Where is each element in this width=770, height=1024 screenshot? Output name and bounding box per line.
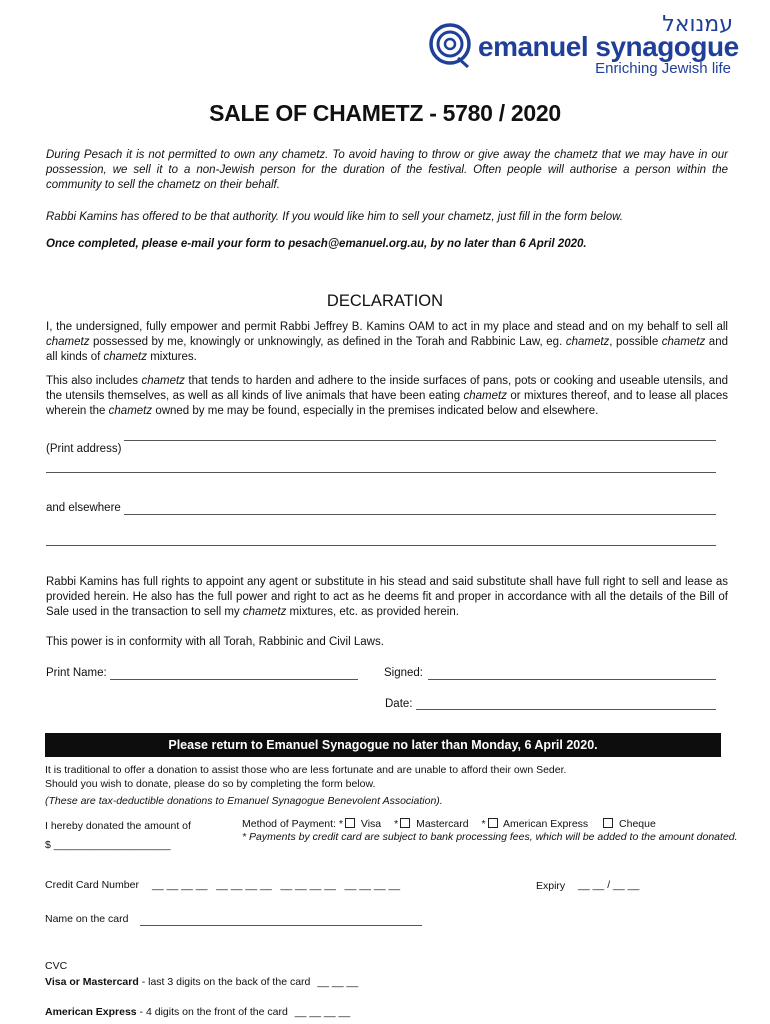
payment-method-label: Method of Payment: — [242, 818, 336, 830]
payment-option-cheque[interactable]: Cheque — [601, 818, 656, 830]
logo — [428, 12, 739, 80]
payment-option-visa[interactable]: * Visa — [338, 818, 382, 830]
cvc-label: CVC — [45, 960, 68, 972]
intro-paragraph: During Pesach it is not permitted to own any chametz. To avoid having to throw or give away the chametz that we may have in our possession, we sell it to a non-Jewish person for the duration of the festival. Often people will authorise a person within the community to sell the chametz on their behalf. — [46, 149, 728, 191]
signature-field[interactable] — [428, 679, 716, 680]
donation-text-1: It is traditional to offer a donation to assist those who are less fortunate and are unable to afford their own Seder. — [45, 764, 567, 776]
page-title: SALE OF CHAMETZ - 5780 / 2020 — [209, 100, 561, 126]
amex-checkbox[interactable] — [488, 818, 498, 828]
payment-option-mastercard[interactable]: * Mastercard — [394, 818, 469, 830]
address-line-1[interactable] — [124, 440, 716, 441]
elsewhere-label: and elsewhere — [46, 502, 121, 514]
cheque-checkbox[interactable] — [603, 818, 613, 828]
expiry-label: Expiry — [536, 880, 566, 892]
credit-card-number-label: Credit Card Number — [45, 879, 139, 891]
elsewhere-line-1[interactable] — [124, 514, 716, 515]
mastercard-checkbox[interactable] — [400, 818, 410, 828]
intro-email-instruction: Once completed, please e-mail your form to pesach@emanuel.org.au, by no later than 6 April 2020. — [46, 238, 587, 250]
name-on-card-label: Name on the card — [45, 913, 129, 925]
credit-card-number-field[interactable]: __ __ __ __ __ __ __ __ __ __ __ __ __ __ __ __ — [152, 879, 401, 891]
print-name-field[interactable] — [110, 679, 358, 680]
donation-text-2: Should you wish to donate, please do so by completing the form below. — [45, 778, 376, 790]
intro-authority-paragraph: Rabbi Kamins has offered to be that authority. If you would like him to sell your chametz, just fill in the form below. — [46, 211, 623, 223]
cvc-amex: American Express - 4 digits on the front of the card __ __ __ __ — [45, 1006, 351, 1018]
date-label: Date: — [385, 698, 413, 710]
return-deadline-banner: Please return to Emanuel Synagogue no later than Monday, 6 April 2020. — [45, 733, 721, 757]
declaration-paragraph-3: Rabbi Kamins has full rights to appoint any agent or substitute in his stead and said substitute shall have full right to sell and lease as provided herein. He also has the full power and right to act as he deems fit and proper in accordance with all the details of the Bill of Sale used in the transaction to sell my chametz mixtures, etc. as provided herein. — [46, 576, 728, 618]
logo-swirl-icon — [428, 22, 476, 70]
name-on-card-field[interactable] — [140, 925, 422, 926]
cvc-visa-mastercard: Visa or Mastercard - last 3 digits on the back of the card __ __ __ — [45, 976, 359, 988]
print-name-label: Print Name: — [46, 667, 107, 679]
declaration-paragraph-1: I, the undersigned, fully empower and permit Rabbi Jeffrey B. Kamins OAM to act in my place and stead and on my behalf to sell all chametz possessed by me, knowingly or unknowingly, as defined in the Torah and Rabbinic Law, eg. chametz, possible chametz and all kinds of chametz mixtures. — [46, 321, 728, 363]
logo-name: emanuel synagogue — [478, 31, 739, 62]
signed-label: Signed: — [384, 667, 424, 679]
payment-option-amex[interactable]: * American Express — [481, 818, 589, 830]
donation-amount-field[interactable]: $ ____________________ — [45, 839, 171, 851]
cvc-visa-mastercard-field[interactable]: __ __ __ — [317, 976, 359, 988]
date-field[interactable] — [416, 709, 716, 710]
visa-checkbox[interactable] — [345, 818, 355, 828]
donation-amount-label: I hereby donated the amount of — [45, 820, 191, 832]
declaration-paragraph-4: This power is in conformity with all Torah, Rabbinic and Civil Laws. — [46, 636, 384, 648]
expiry-field[interactable]: __ __ / __ __ — [578, 879, 640, 891]
print-address-label: (Print address) — [46, 443, 122, 455]
address-line-2[interactable] — [46, 472, 716, 473]
declaration-heading: DECLARATION — [326, 292, 444, 310]
elsewhere-line-2[interactable] — [46, 545, 716, 546]
cvc-amex-field[interactable]: __ __ __ __ — [294, 1006, 351, 1018]
donation-text-3: (These are tax-deductible donations to Emanuel Synagogue Benevolent Association). — [45, 795, 443, 807]
logo-hebrew-text: עמנואל — [662, 12, 733, 37]
card-fee-note: * Payments by credit card are subject to bank processing fees, which will be added to the amount donated. — [242, 831, 738, 843]
declaration-paragraph-2: This also includes chametz that tends to harden and adhere to the inside surfaces of pans, pots or cooking and useable utensils, and the utensils themselves, as well as all kinds of live animals that have been eating chametz or mixtures thereof, and to lease all places wherein the chametz owned by me may be found, especially in the premises indicated below and elsewhere. — [46, 375, 728, 417]
logo-tagline: Enriching Jewish life — [595, 60, 731, 77]
payment-method-row — [242, 818, 666, 831]
